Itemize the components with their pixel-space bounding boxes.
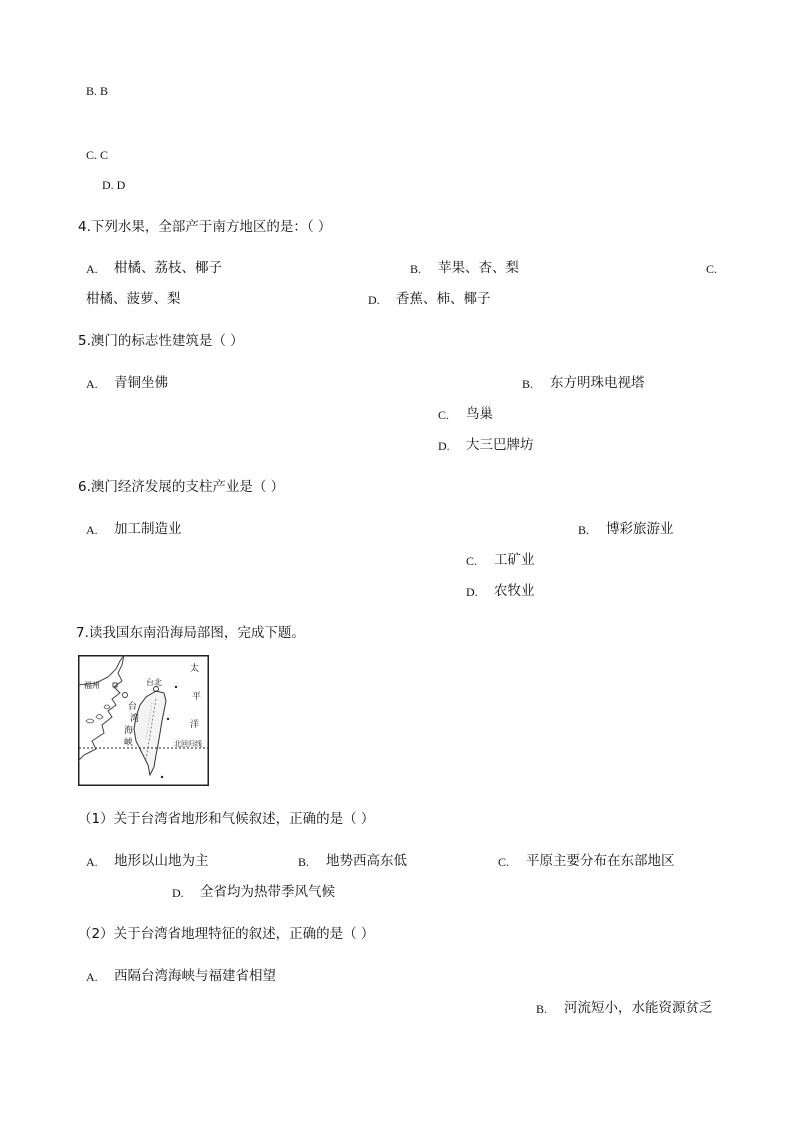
map-label-strait-3: 海 [124, 726, 134, 736]
island-dot [167, 718, 169, 720]
option-c-prev: C. C [86, 148, 109, 162]
q4-stem: 4.下列水果，全部产于南方地区的是：（ ） [78, 219, 332, 235]
q4-option-d-letter: D. [368, 293, 380, 307]
q7-sub1-option-d-text: 全省均为热带季风气候 [200, 884, 335, 900]
map-label-fuzhou: 福州 [84, 681, 100, 690]
map-label-tropic: 北回归线 [174, 740, 202, 748]
q5-option-d-text: 大三巴牌坊 [466, 437, 534, 453]
q7-sub1-option-c-letter: C. [498, 855, 510, 869]
q4-option-a-letter: A. [86, 262, 98, 276]
taiwan-map-figure [78, 655, 209, 786]
q5-option-c-letter: C. [438, 408, 450, 422]
q5-option-d-letter: D. [438, 439, 450, 453]
q7-sub1-option-a-letter: A. [86, 855, 98, 869]
q4-option-b-letter: B. [410, 262, 422, 276]
q6-option-b-text: 博彩旅游业 [606, 521, 674, 537]
q5-option-a-letter: A. [86, 377, 98, 391]
q5-option-b-text: 东方明珠电视塔 [550, 375, 645, 391]
q7-sub1-option-b-letter: B. [298, 855, 310, 869]
q7-sub2-option-b-text: 河流短小，水能资源贫乏 [564, 1000, 713, 1016]
q5-option-c-text: 鸟巢 [466, 406, 493, 422]
q4-option-a-text: 柑橘、荔枝、椰子 [114, 260, 222, 276]
q7-sub1-option-d-letter: D. [172, 886, 184, 900]
map-label-ocean-1: 太 [190, 664, 200, 674]
q7-sub2-option-a-letter: A. [86, 970, 98, 984]
q7-sub2-option-a-text: 西隔台湾海峡与福建省相望 [114, 968, 276, 984]
q6-option-a-text: 加工制造业 [114, 521, 182, 537]
q5-option-a-text: 青铜坐佛 [114, 375, 168, 391]
map-label-ocean-3: 洋 [190, 720, 200, 730]
q7-sub1-stem: （1）关于台湾省地形和气候叙述，正确的是（ ） [78, 811, 375, 827]
taiwan-map [78, 655, 209, 786]
option-b-prev: B. B [86, 84, 109, 98]
q7-sub1-option-b-text: 地势西高东低 [326, 853, 407, 869]
q5-stem: 5.澳门的标志性建筑是（ ） [78, 333, 244, 349]
q5-option-b-letter: B. [522, 377, 534, 391]
q6-stem: 6.澳门经济发展的支柱产业是（ ） [78, 479, 285, 495]
q7-sub2-stem: （2）关于台湾省地理特征的叙述，正确的是（ ） [78, 926, 375, 942]
map-label-strait-1: 台 [128, 702, 138, 712]
q7-sub1-option-a-text: 地形以山地为主 [114, 853, 209, 869]
q4-option-c-text: 柑橘、菠萝、梨 [86, 291, 181, 307]
q6-option-c-text: 工矿业 [494, 552, 535, 568]
map-label-ocean-2: 平 [192, 692, 202, 702]
q7-sub1-option-c-text: 平原主要分布在东部地区 [526, 853, 675, 869]
q4-option-b-text: 苹果、杏、梨 [438, 260, 519, 276]
q6-option-a-letter: A. [86, 523, 98, 537]
q6-option-d-text: 农牧业 [494, 583, 535, 599]
q6-option-d-letter: D. [466, 585, 478, 599]
q4-option-c-letter: C. [706, 262, 718, 276]
option-d-prev: D. D [102, 178, 126, 192]
island-dot [161, 776, 163, 778]
map-label-strait-4: 峡 [124, 738, 134, 748]
q7-sub2-option-b-letter: B. [536, 1002, 548, 1016]
q6-option-b-letter: B. [578, 523, 590, 537]
q6-option-c-letter: C. [466, 554, 478, 568]
q4-option-d-text: 香蕉、柿、椰子 [396, 291, 491, 307]
map-label-strait-2: 湾 [130, 714, 140, 724]
island-dot [175, 686, 177, 688]
q7-stem: 7.读我国东南沿海局部图，完成下题。 [76, 625, 305, 641]
map-label-taibei: 台北 [146, 678, 162, 687]
